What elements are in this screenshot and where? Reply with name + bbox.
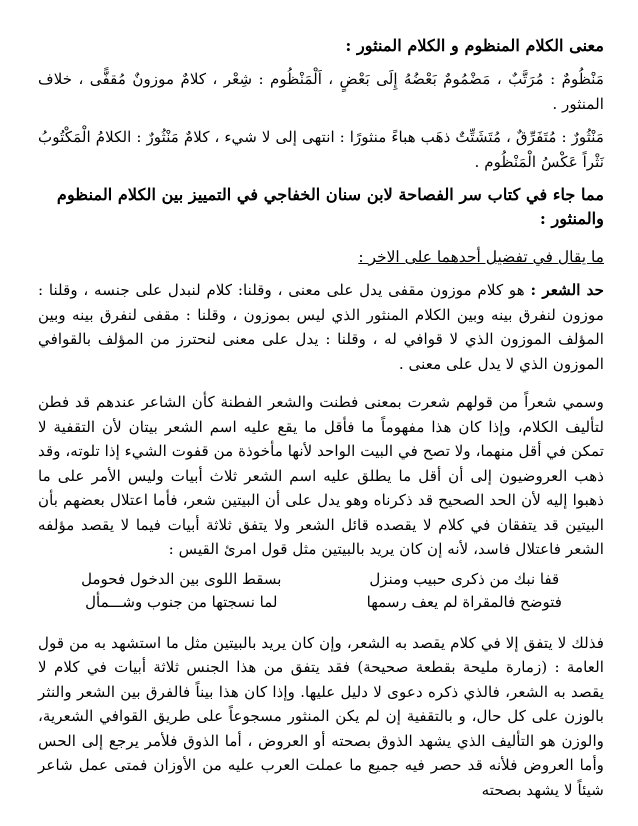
poem-verse [38,568,604,591]
poem-verses [38,568,604,614]
subheading: ما يقال في تفضيل أحدهما على الاخر : [358,248,604,266]
poetry-definition-text: هو كلام موزون مقفى يدل على معنى ، وقلنا: كلام لنبدل على جنسه ، وقلنا : موزون لنفرق بينه وبين الكلام المنثور الذي ليس بموزون ، وقلنا : مقفى لنفرق بينه وبين المؤلف الموزون الذي لا قوافي له ، وقلنا : يدل على معنى لنحترز من المؤلف بالقوافي الموزون الذي لا يدل على معنى . [38,281,604,373]
verse-second-hemistich: لما نسجتها من جنوب وشـــمأل [85,592,278,611]
section-heading: مما جاء في كتاب سر الفصاحة لابن سنان الخفاجي في التمييز بين الكلام المنظوم والمنثور : [56,185,604,228]
spacer [38,269,604,278]
verse-second-hemistich: بسقط اللوى بين الدخول فحومل [81,569,282,588]
definition-manzoum: مَنْظُومٌ : مُرَتَّبٌ ، مَضْمُومٌ بَعْضُهُ إِلَى بَعْضٍ ، اَلْمَنْظُوم : شِعْر ، كلامٌ موزونٌ مُقفًّى ، خلاف المنثور . [38,70,604,113]
page-title: معنى الكلام المنظوم و الكلام المنثور : [345,36,604,55]
spacer [38,174,604,183]
verse-first-hemistich: قفا نبك من ذكرى حبيب ومنزل [369,569,560,588]
spacer [38,116,604,125]
spacer [38,622,604,631]
spacer [38,58,604,67]
verse-first-hemistich: فتوضح فالمقراة لم يعف رسمها [366,592,562,611]
naming-paragraph: وسمي شعراً من قولهم شعرت بمعنى فطنت والشعر الفطنة كأن الشاعر عندهم قد فطن لتأليف الكلام، وإذا كان هذا مفهوماً ما فأقل ما يقع عليه اسم الشعر بيتان لأن التقفية لا تمكن في أقل منهما، ولا تصح في البيت الواحد لأنها مأخوذة من قفوت الشيء إذا تلوته، وقد ذهب العروضيون إلى أن أقل ما يطلق عليه اسم الشعر ثلاث أبيات وليس الأمر على ما ذهبوا إليه لأن الحد الصحيح قد ذكرناه وهو يدل على أن البيتين شعر، فأما اعتلال بعضهم بأن البيتين قد يتفقان في كلام لا يقصده قائل الشعر ولا يتفق ثلاثة أبيات فيما لا يقصد مؤلفه الشعر فاعتلال فاسد، لأنه إن كان يريد بالبيتين مثل قول امرئ القيس : [38,393,604,558]
poetry-definition-paragraph [38,278,604,376]
poetry-definition-term: حد الشعر : [530,281,604,299]
spacer [38,376,604,390]
definition-manthour: مَنْثُورٌ : مُتَفَرِّقٌ ، مُتَشَتِّتٌ ذهَب هباءً منثورًا : انتهى إلى لا شيء ، كلامٌ مَنْثُورٌ : الكلامُ الْمَكْتُوبُ نَثْراً عَكْسُ الْمَنْظُوم . [38,128,604,171]
spacer [38,231,604,245]
closing-paragraph: فذلك لا يتفق إلا في كلام يقصد به الشعر، وإن كان يريد بالبيتين مثل ما استشهد به من قول العامة : (زمارة مليحة بقطعة صحيحة) فقد يتفق من هذا الجنس ثلاثة أبيات في كلام لا يقصد به الشعر، فالذي ذكره دعوى لا دليل عليها. وإذا كان هذا بيناً فالفرق بين الشعر والنثر بالوزن على كل حال، و بالتقفية إن لم يكن المنثور مسجوعاً على طريق القوافي الشعرية، والوزن هو التأليف الذي يشهد الذوق بصحته أو العروض ، أما الذوق فلأمر يرجع إلى الحس وأما العروض فلأنه قد حصر فيه جميع ما عملت العرب عليه من الأوزان فمتى عمل شاعر شيئاً لا يشهد بصحته [38,633,604,799]
document-page [38,34,604,802]
poem-verse [38,591,604,614]
